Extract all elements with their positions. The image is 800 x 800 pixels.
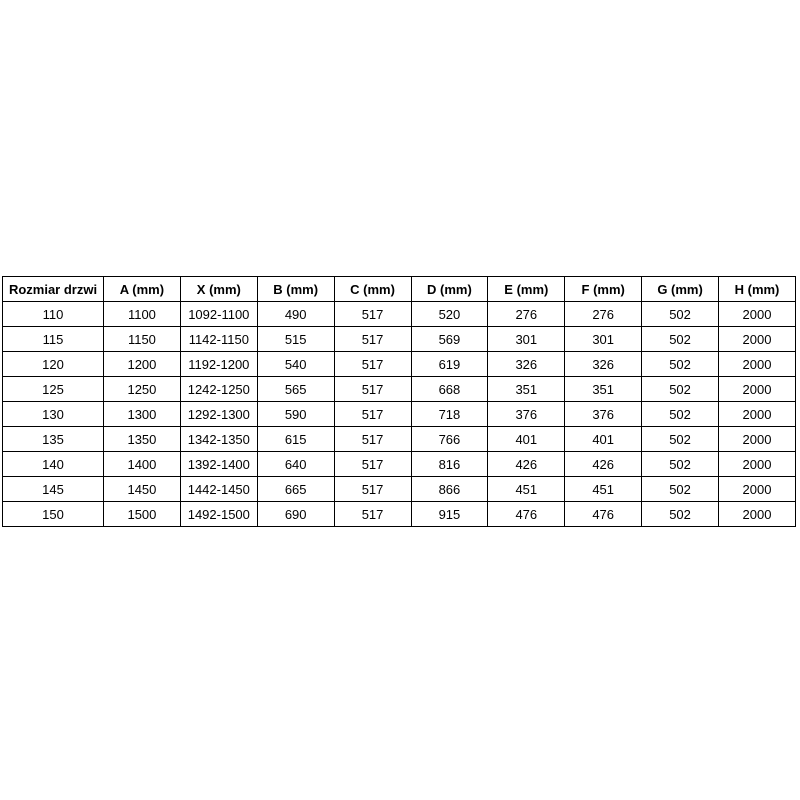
column-header: X (mm) bbox=[180, 277, 257, 302]
table-cell: 276 bbox=[488, 302, 565, 327]
table-cell: 517 bbox=[334, 302, 411, 327]
table-cell: 1300 bbox=[104, 402, 181, 427]
table-cell: 540 bbox=[257, 352, 334, 377]
table-cell: 1292-1300 bbox=[180, 402, 257, 427]
table-cell: 125 bbox=[3, 377, 104, 402]
table-cell: 376 bbox=[565, 402, 642, 427]
table-cell: 915 bbox=[411, 502, 488, 527]
column-header: G (mm) bbox=[642, 277, 719, 302]
table-cell: 1200 bbox=[104, 352, 181, 377]
table-cell: 351 bbox=[488, 377, 565, 402]
table-cell: 619 bbox=[411, 352, 488, 377]
table-row bbox=[3, 352, 796, 377]
column-header: C (mm) bbox=[334, 277, 411, 302]
table-cell: 2000 bbox=[719, 427, 796, 452]
table-cell: 690 bbox=[257, 502, 334, 527]
table-cell: 615 bbox=[257, 427, 334, 452]
table-cell: 1192-1200 bbox=[180, 352, 257, 377]
table-row bbox=[3, 402, 796, 427]
table-cell: 502 bbox=[642, 452, 719, 477]
table-cell: 502 bbox=[642, 502, 719, 527]
table-cell: 1450 bbox=[104, 477, 181, 502]
table-cell: 517 bbox=[334, 402, 411, 427]
table-cell: 426 bbox=[488, 452, 565, 477]
column-header: Rozmiar drzwi bbox=[3, 277, 104, 302]
table-row bbox=[3, 452, 796, 477]
table-cell: 517 bbox=[334, 377, 411, 402]
table-cell: 276 bbox=[565, 302, 642, 327]
table-cell: 502 bbox=[642, 477, 719, 502]
column-header: A (mm) bbox=[104, 277, 181, 302]
table-cell: 1250 bbox=[104, 377, 181, 402]
table-cell: 590 bbox=[257, 402, 334, 427]
table-cell: 517 bbox=[334, 452, 411, 477]
table-cell: 569 bbox=[411, 327, 488, 352]
table-row bbox=[3, 302, 796, 327]
table-header bbox=[3, 277, 796, 302]
table-row bbox=[3, 502, 796, 527]
table-cell: 668 bbox=[411, 377, 488, 402]
table-row bbox=[3, 377, 796, 402]
table-cell: 565 bbox=[257, 377, 334, 402]
table-cell: 376 bbox=[488, 402, 565, 427]
table-cell: 517 bbox=[334, 502, 411, 527]
dimensions-table-container bbox=[2, 276, 796, 527]
table-cell: 517 bbox=[334, 477, 411, 502]
table-cell: 1142-1150 bbox=[180, 327, 257, 352]
table-cell: 1092-1100 bbox=[180, 302, 257, 327]
table-cell: 517 bbox=[334, 352, 411, 377]
table-cell: 130 bbox=[3, 402, 104, 427]
table-cell: 401 bbox=[565, 427, 642, 452]
table-cell: 1350 bbox=[104, 427, 181, 452]
table-cell: 1100 bbox=[104, 302, 181, 327]
table-cell: 426 bbox=[565, 452, 642, 477]
table-cell: 665 bbox=[257, 477, 334, 502]
table-cell: 301 bbox=[565, 327, 642, 352]
column-header: H (mm) bbox=[719, 277, 796, 302]
table-header-row bbox=[3, 277, 796, 302]
table-cell: 520 bbox=[411, 302, 488, 327]
table-cell: 140 bbox=[3, 452, 104, 477]
table-cell: 351 bbox=[565, 377, 642, 402]
table-cell: 502 bbox=[642, 427, 719, 452]
table-body bbox=[3, 302, 796, 527]
table-cell: 451 bbox=[488, 477, 565, 502]
table-cell: 2000 bbox=[719, 502, 796, 527]
table-cell: 517 bbox=[334, 327, 411, 352]
table-cell: 1342-1350 bbox=[180, 427, 257, 452]
table-cell: 816 bbox=[411, 452, 488, 477]
table-cell: 502 bbox=[642, 302, 719, 327]
table-row bbox=[3, 427, 796, 452]
table-cell: 1500 bbox=[104, 502, 181, 527]
column-header: F (mm) bbox=[565, 277, 642, 302]
table-cell: 2000 bbox=[719, 302, 796, 327]
table-cell: 301 bbox=[488, 327, 565, 352]
table-cell: 766 bbox=[411, 427, 488, 452]
table-cell: 640 bbox=[257, 452, 334, 477]
table-cell: 2000 bbox=[719, 352, 796, 377]
table-cell: 1392-1400 bbox=[180, 452, 257, 477]
table-cell: 502 bbox=[642, 377, 719, 402]
table-cell: 115 bbox=[3, 327, 104, 352]
table-cell: 1492-1500 bbox=[180, 502, 257, 527]
table-cell: 110 bbox=[3, 302, 104, 327]
table-cell: 2000 bbox=[719, 402, 796, 427]
table-cell: 502 bbox=[642, 402, 719, 427]
column-header: B (mm) bbox=[257, 277, 334, 302]
table-cell: 150 bbox=[3, 502, 104, 527]
table-cell: 2000 bbox=[719, 377, 796, 402]
table-cell: 401 bbox=[488, 427, 565, 452]
table-cell: 2000 bbox=[719, 327, 796, 352]
table-cell: 145 bbox=[3, 477, 104, 502]
table-row bbox=[3, 327, 796, 352]
table-cell: 502 bbox=[642, 352, 719, 377]
table-cell: 476 bbox=[565, 502, 642, 527]
table-cell: 1242-1250 bbox=[180, 377, 257, 402]
table-cell: 1442-1450 bbox=[180, 477, 257, 502]
table-cell: 515 bbox=[257, 327, 334, 352]
table-row bbox=[3, 477, 796, 502]
table-cell: 502 bbox=[642, 327, 719, 352]
table-cell: 135 bbox=[3, 427, 104, 452]
table-cell: 451 bbox=[565, 477, 642, 502]
column-header: D (mm) bbox=[411, 277, 488, 302]
table-cell: 120 bbox=[3, 352, 104, 377]
table-cell: 490 bbox=[257, 302, 334, 327]
table-cell: 476 bbox=[488, 502, 565, 527]
table-cell: 1150 bbox=[104, 327, 181, 352]
table-cell: 718 bbox=[411, 402, 488, 427]
table-cell: 2000 bbox=[719, 452, 796, 477]
table-cell: 326 bbox=[488, 352, 565, 377]
table-cell: 2000 bbox=[719, 477, 796, 502]
table-cell: 517 bbox=[334, 427, 411, 452]
table-cell: 326 bbox=[565, 352, 642, 377]
door-dimensions-table bbox=[2, 276, 796, 527]
table-cell: 1400 bbox=[104, 452, 181, 477]
column-header: E (mm) bbox=[488, 277, 565, 302]
table-cell: 866 bbox=[411, 477, 488, 502]
